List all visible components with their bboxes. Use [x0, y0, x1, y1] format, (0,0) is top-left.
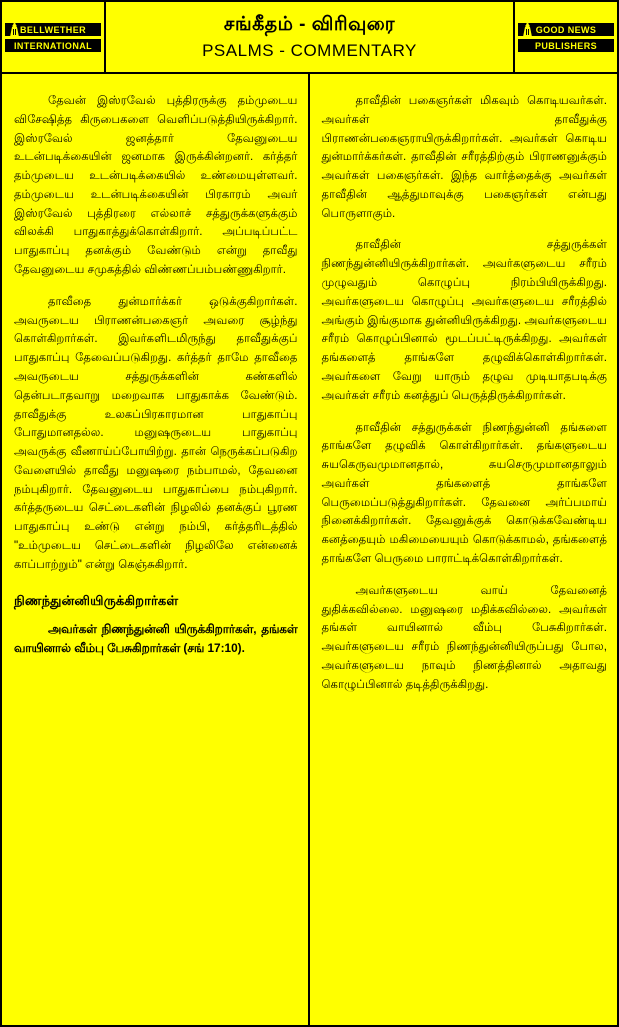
logo-line-2 [5, 39, 101, 52]
logo-line-2 [518, 39, 614, 52]
paragraph: தேவன் இஸ்ரவேல் புத்திரருக்கு தம்முடைய விசேஷித்த கிருபைகளை வெளிப்படுத்தியிருக்கிறார். இஸ்ரவேல் ஜனத்தார் தேவனுடைய உடன்படிக்கையின் ஜனமாக இருக்கின்றனர். கர்த்தர் தம்முடைய உடன்படிக்கையில் உண்மையுள்ளவர். தம்முடைய உடன்படிக்கையின் பிரகாரம் அவர் இஸ்ரவேல் புத்திரரை எல்லாச் சத்துருக்களுக்கும் விலக்கி பாதுகாத்துக்கொள்கிறார். அப்படிப்பட்ட பாதுகாப்பு தனக்கும் வேண்டும் என்று தாவீது தேவனுடைய சமுகத்தில் விண்ணப்பம்பண்ணுகிறார். [14, 94, 298, 277]
good-news-publishers-logo [513, 2, 617, 72]
section-subheading: நிணந்துன்னியிருக்கிறார்கள் [14, 592, 179, 608]
page-title [106, 2, 513, 72]
scripture-quote: அவர்கள் நிணந்துன்னி யிருக்கிறார்கள், தங்கள் வாயினால் வீம்பு பேசுகிறார்கள் (சங் 17:10). [14, 621, 298, 655]
page-title-tamil: சங்கீதம் - விரிவுரை [223, 13, 396, 35]
paragraph: தாவீதை துன்மார்க்கர் ஒடுக்குகிறார்கள். அவருடைய பிராணன்பகைஞர் அவரை சூழ்ந்து கொள்கிறார்கள். இவர்களிடமிருந்து தாவீதுக்குப் பாதுகாப்பு தேவைப்படுகிறது. கர்த்தர் தாமே தாவீதை அவருடைய சத்துருக்களின் கண்களில் தென்படாதவாறு மறைவாக பாதுகாக்க வேண்டும். தாவீதுக்கு உலகப்பிரகாரமான பாதுகாப்பு போதுமானதல்ல. மனுஷருடைய பாதுகாப்பு அவருக்கு வீணாய்ப்போயிற்று. தான் நெருக்கப்படுகிற வேளையில் தாவீது மனுஷரை நம்பாமல், தேவனை நம்புகிறார். தேவனுடைய பாதுகாப்பை நம்புகிறார். கர்த்தருடைய செட்டைகளின் நிழலில் தனக்குப் பூரண பாதுகாப்பு உண்டு என்று நம்பி, கர்த்தரிடத்தில் "உம்முடைய செட்டைகளின் நிழலிலே என்னைக் காப்பாற்றும்" என்று கெஞ்சுகிறார். [14, 294, 298, 571]
logo-line-1-text: BELLWETHER [20, 24, 86, 35]
paragraph: தாவீதின் சத்துருக்கள் நிணந்துன்னி தங்களை தாங்களே தழுவிக் கொள்கிறார்கள். தங்களுடைய சுயகெருவமுமானதால், சுயசெருமுமானதாலும் அவர்கள் தங்களைத் தாங்களே பெருமைப்படுத்துகிறார்கள். தேவனை அர்ப்பமாய் நினைக்கிறார்கள். தேவனுக்குக் கொடுக்கவேண்டிய கனத்தையும் மகிமையையும் கொடுக்காமல், தங்களைத் தாங்களே பெருமை பாராட்டிக்கொள்கிறார்கள். [321, 420, 607, 565]
paragraph: தாவீதின் சத்துருக்கள் நிணந்துன்னியிருக்கிறார்கள். அவர்களுடைய சரீரம் முழுவதும் கொழுப்பு நிரம்பியிருக்கிறது. அவர்களுடைய கொழுப்பு அவர்களுடைய சரீரத்தில் அங்கும் இங்குமாக துன்னியிருக்கிறது. அவர்களுடைய சரீரம் கொழுப்பினால் மூடப்பட்டிருக்கிறது. அவர்கள் தங்களைத் தாங்களே தழுவிக்கொள்கிறார்கள். அவர்களை வேறு யாரும் தழுவ முடியாதபடிக்கு அவர்கள் சரீரம் கனத்துப் பெருத்திருக்கிறார்கள். [321, 238, 607, 402]
logo-line-1-text: GOOD NEWS [535, 24, 597, 35]
left-column [2, 74, 310, 1025]
paragraph: தாவீதின் பகைஞர்கள் மிகவும் கொடியவர்கள். அவர்கள் தாவீதுக்கு பிராணன்பகைஞராயிருக்கிறார்கள். அவர்கள் கொடிய துன்மார்க்கர்கள். தாவீதின் சரீரத்திற்கும் பிராணனுக்கும் அவர்கள் பகைஞர்கள். இந்த வார்த்தைக்கு அவர்கள் தாவீதின் ஆத்துமாவுக்கு பகைஞர்கள் என்பது பொருளாகும். [321, 94, 607, 220]
tower-icon [8, 21, 21, 37]
page-header [2, 2, 617, 74]
paragraph: அவர்களுடைய வாய் தேவனைத் துதிக்கவில்லை. மனுஷரை மதிக்கவில்லை. அவர்கள் தங்கள் வாயினால் வீம்பு பேசுகிறார்கள். அவர்களுடைய சரீரம் நிணந்துன்னியிருப்பது போல, அவர்களுடைய நாவும் நிணத்தினால் அதாவது கொழுப்பினால் தடித்திருக்கிறது. [321, 583, 607, 691]
tower-icon [521, 21, 534, 37]
right-column [310, 74, 618, 1025]
logo-line-2-text: INTERNATIONAL [13, 40, 93, 51]
bellwether-international-logo [2, 2, 106, 72]
logo-line-2-text: PUBLISHERS [534, 40, 597, 51]
page-title-english: PSALMS - COMMENTARY [202, 41, 417, 61]
logo-line-1 [518, 23, 614, 36]
body-columns [2, 74, 617, 1025]
logo-line-1 [5, 23, 101, 36]
